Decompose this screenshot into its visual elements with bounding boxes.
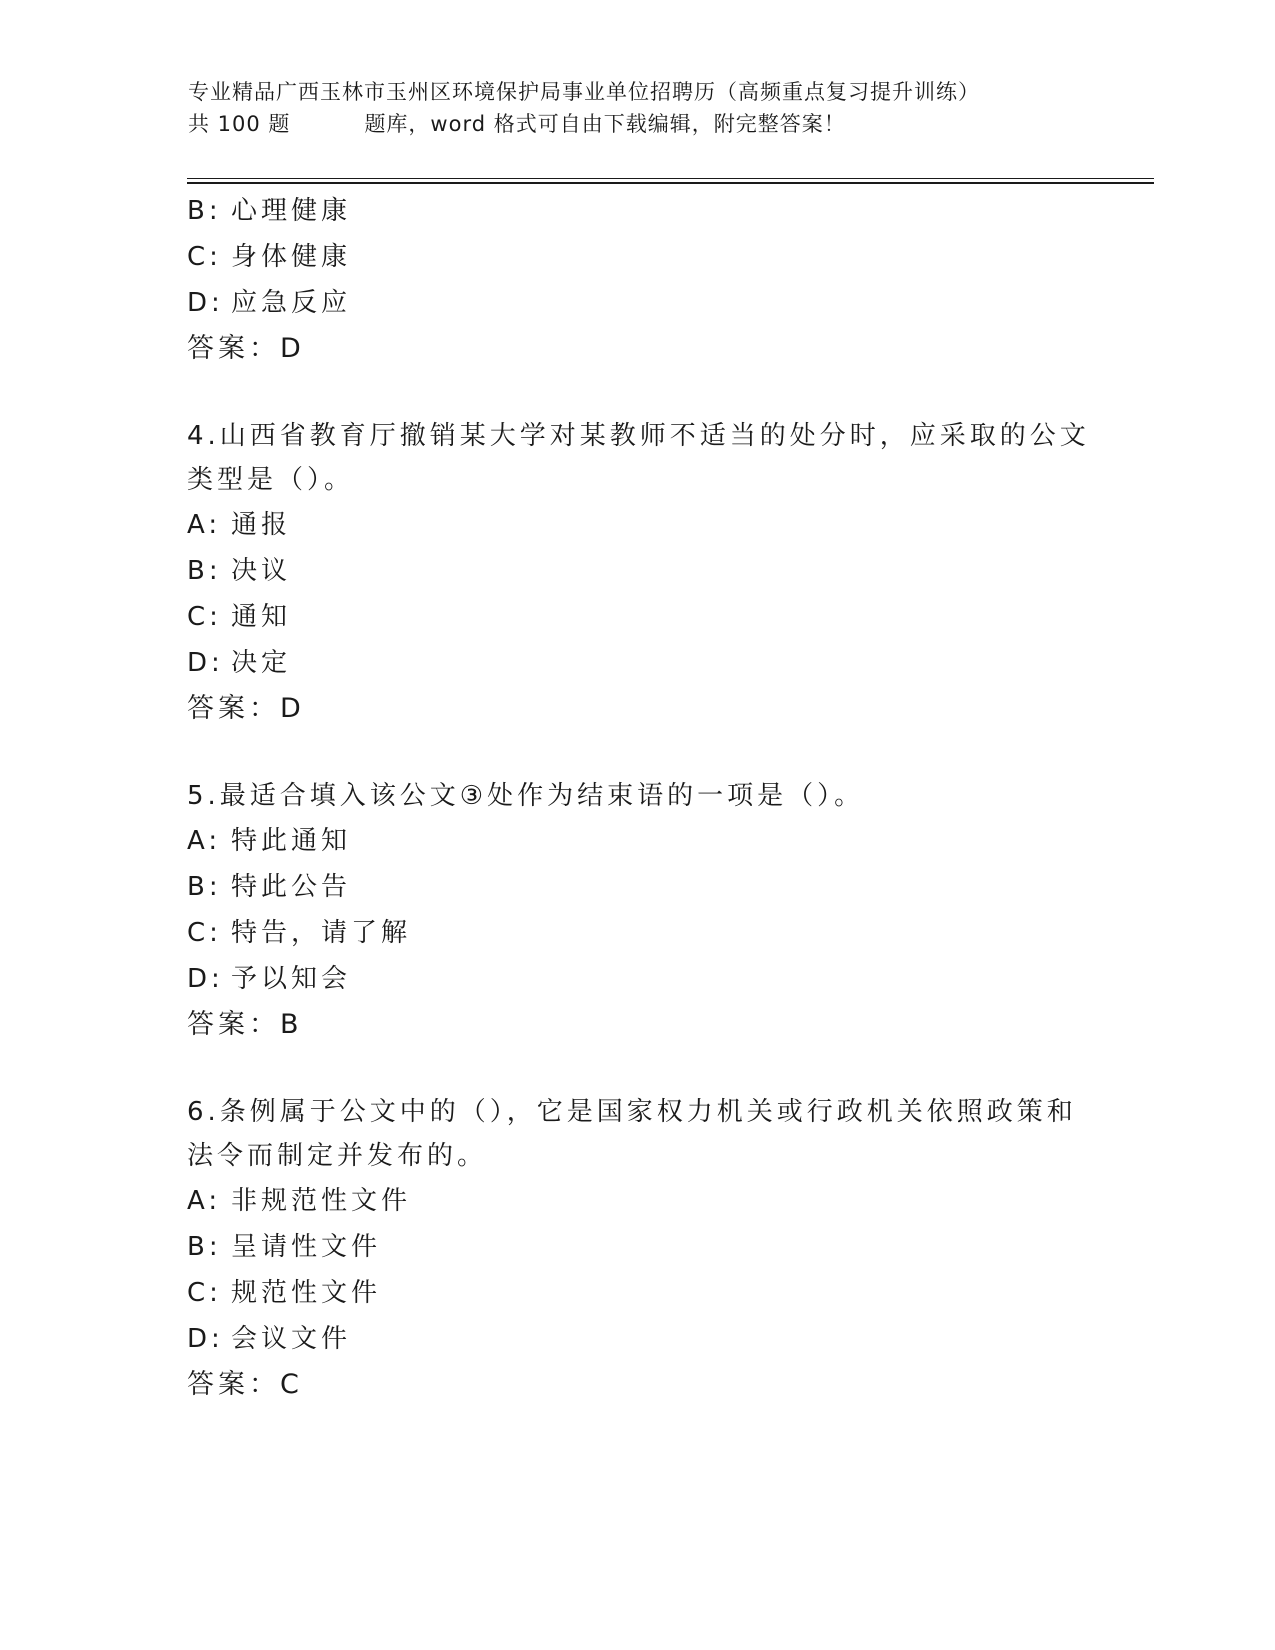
document-header [188,76,1088,140]
option-d: D: 应急反应 [187,288,352,318]
option-b: B: 特此公告 [187,872,352,902]
answer: 答案：D [187,693,305,724]
option-a: A: 通报 [187,510,292,540]
option-c: C: 身体健康 [187,242,352,272]
option-b: B: 决议 [187,556,292,586]
header-description: 题库，word 格式可自由下载编辑，附完整答案！ [364,112,846,136]
question-3 [187,188,1087,372]
option-b: B: 呈请性文件 [187,1232,382,1262]
answer: 答案：B [187,1009,303,1040]
question-stem: 法令而制定并发布的。 [187,1141,488,1171]
question-6 [187,1090,1087,1408]
option-b: B: 心理健康 [187,196,352,226]
header-subtitle-line [188,108,1088,140]
question-4 [187,414,1090,732]
option-c: C: 规范性文件 [187,1278,382,1308]
option-d: D: 决定 [187,648,292,678]
question-stem: 5.最适合填入该公文③处作为结束语的一项是（）。 [187,781,865,811]
option-c: C: 通知 [187,602,292,632]
header-divider-thick [187,182,1154,184]
answer: 答案：D [187,333,305,364]
option-d: D: 予以知会 [187,964,352,994]
answer: 答案：C [187,1369,303,1400]
option-d: D: 会议文件 [187,1324,352,1354]
header-divider-thin [187,178,1154,179]
question-count: 共 100 题 [188,112,291,136]
question-stem: 类型是（）。 [187,465,355,495]
option-c: C: 特告，请了解 [187,918,412,948]
question-stem: 6.条例属于公文中的（），它是国家权力机关或行政机关依照政策和 [187,1097,1077,1127]
option-a: A: 非规范性文件 [187,1186,412,1216]
header-title-line: 专业精品广西玉林市玉州区环境保护局事业单位招聘历（高频重点复习提升训练） [188,80,980,104]
option-a: A: 特此通知 [187,826,352,856]
question-stem: 4.山西省教育厅撤销某大学对某教师不适当的处分时，应采取的公文 [187,421,1090,451]
question-5 [187,774,1087,1048]
question-list [187,188,1090,1408]
